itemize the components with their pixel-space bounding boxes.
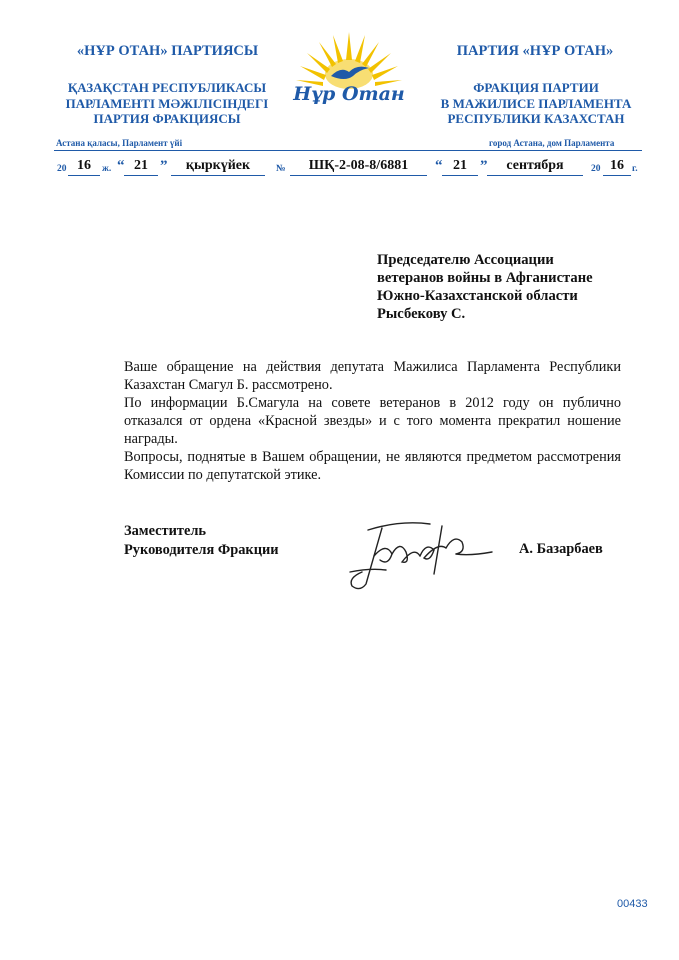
date-number-line: [0, 158, 679, 180]
body-paragraph: По информации Б.Смагула на совете ветеранов в 2012 году он публично отказался от ордена «Красной звезды» и с того момента прекратил ношение награды.: [124, 395, 621, 447]
addressee-line: Южно-Казахстанской области: [377, 288, 578, 304]
year-right: 16: [603, 158, 631, 176]
addressee-line: Председателю Ассоциации: [377, 252, 554, 268]
letterhead-divider: [54, 150, 642, 151]
letterhead-right-org: ФРАКЦИЯ ПАРТИИ В МАЖИЛИСЕ ПАРЛАМЕНТА РЕСПУБЛИКИ КАЗАХСТАН: [440, 80, 632, 126]
letterhead-right-party: ПАРТИЯ «НҰР ОТАН»: [456, 43, 614, 59]
zh-label: ж.: [102, 164, 112, 174]
signatory-title: Заместитель Руководителя Фракции: [124, 523, 279, 558]
body-paragraph: Ваше обращение на действия депутата Мажилиса Парламента Республики Казахстан Смагул Б. рассмотрено.: [124, 359, 621, 393]
signatory-name: А. Базарбаев: [519, 541, 603, 557]
document-code: 00433: [617, 898, 648, 910]
quote-close-left: ”: [160, 158, 168, 174]
letterhead-left-org: ҚАЗАҚСТАН РЕСПУБЛИКАСЫ ПАРЛАМЕНТІ МӘЖІЛІСІНДЕГІ ПАРТИЯ ФРАКЦИЯСЫ: [65, 80, 269, 126]
addressee-block: [377, 251, 593, 323]
body-paragraph: Вопросы, поднятые в Вашем обращении, не являются предметом рассмотрения Комиссии по депутатской этике.: [124, 449, 621, 483]
addressee-line: Рысбекову С.: [377, 306, 466, 322]
month-ru: сентября: [487, 158, 583, 176]
handwritten-signature: [330, 512, 495, 594]
year-left: 16: [68, 158, 100, 176]
quote-open-left: “: [117, 158, 125, 174]
year-prefix-right: 20: [591, 164, 601, 174]
address-left: Астана қаласы, Парламент үйі: [56, 138, 183, 148]
g-label: г.: [632, 164, 638, 174]
quote-open-right: “: [435, 158, 443, 174]
party-logo: [283, 24, 415, 118]
logo-text: Нұр Отан: [293, 83, 405, 105]
letterhead-left-party: «НҰР ОТАН» ПАРТИЯСЫ: [76, 43, 259, 59]
number-sign: №: [276, 164, 286, 174]
month-kz: қыркүйек: [171, 158, 265, 176]
day-left: 21: [124, 158, 158, 176]
document-number: ШҚ-2-08-8/6881: [290, 158, 427, 176]
day-right: 21: [442, 158, 478, 176]
letter-body: [124, 358, 621, 484]
address-right: город Астана, дом Парламента: [489, 138, 615, 148]
quote-close-right: ”: [480, 158, 488, 174]
addressee-line: ветеранов войны в Афганистане: [377, 270, 593, 286]
year-prefix-left: 20: [57, 164, 67, 174]
